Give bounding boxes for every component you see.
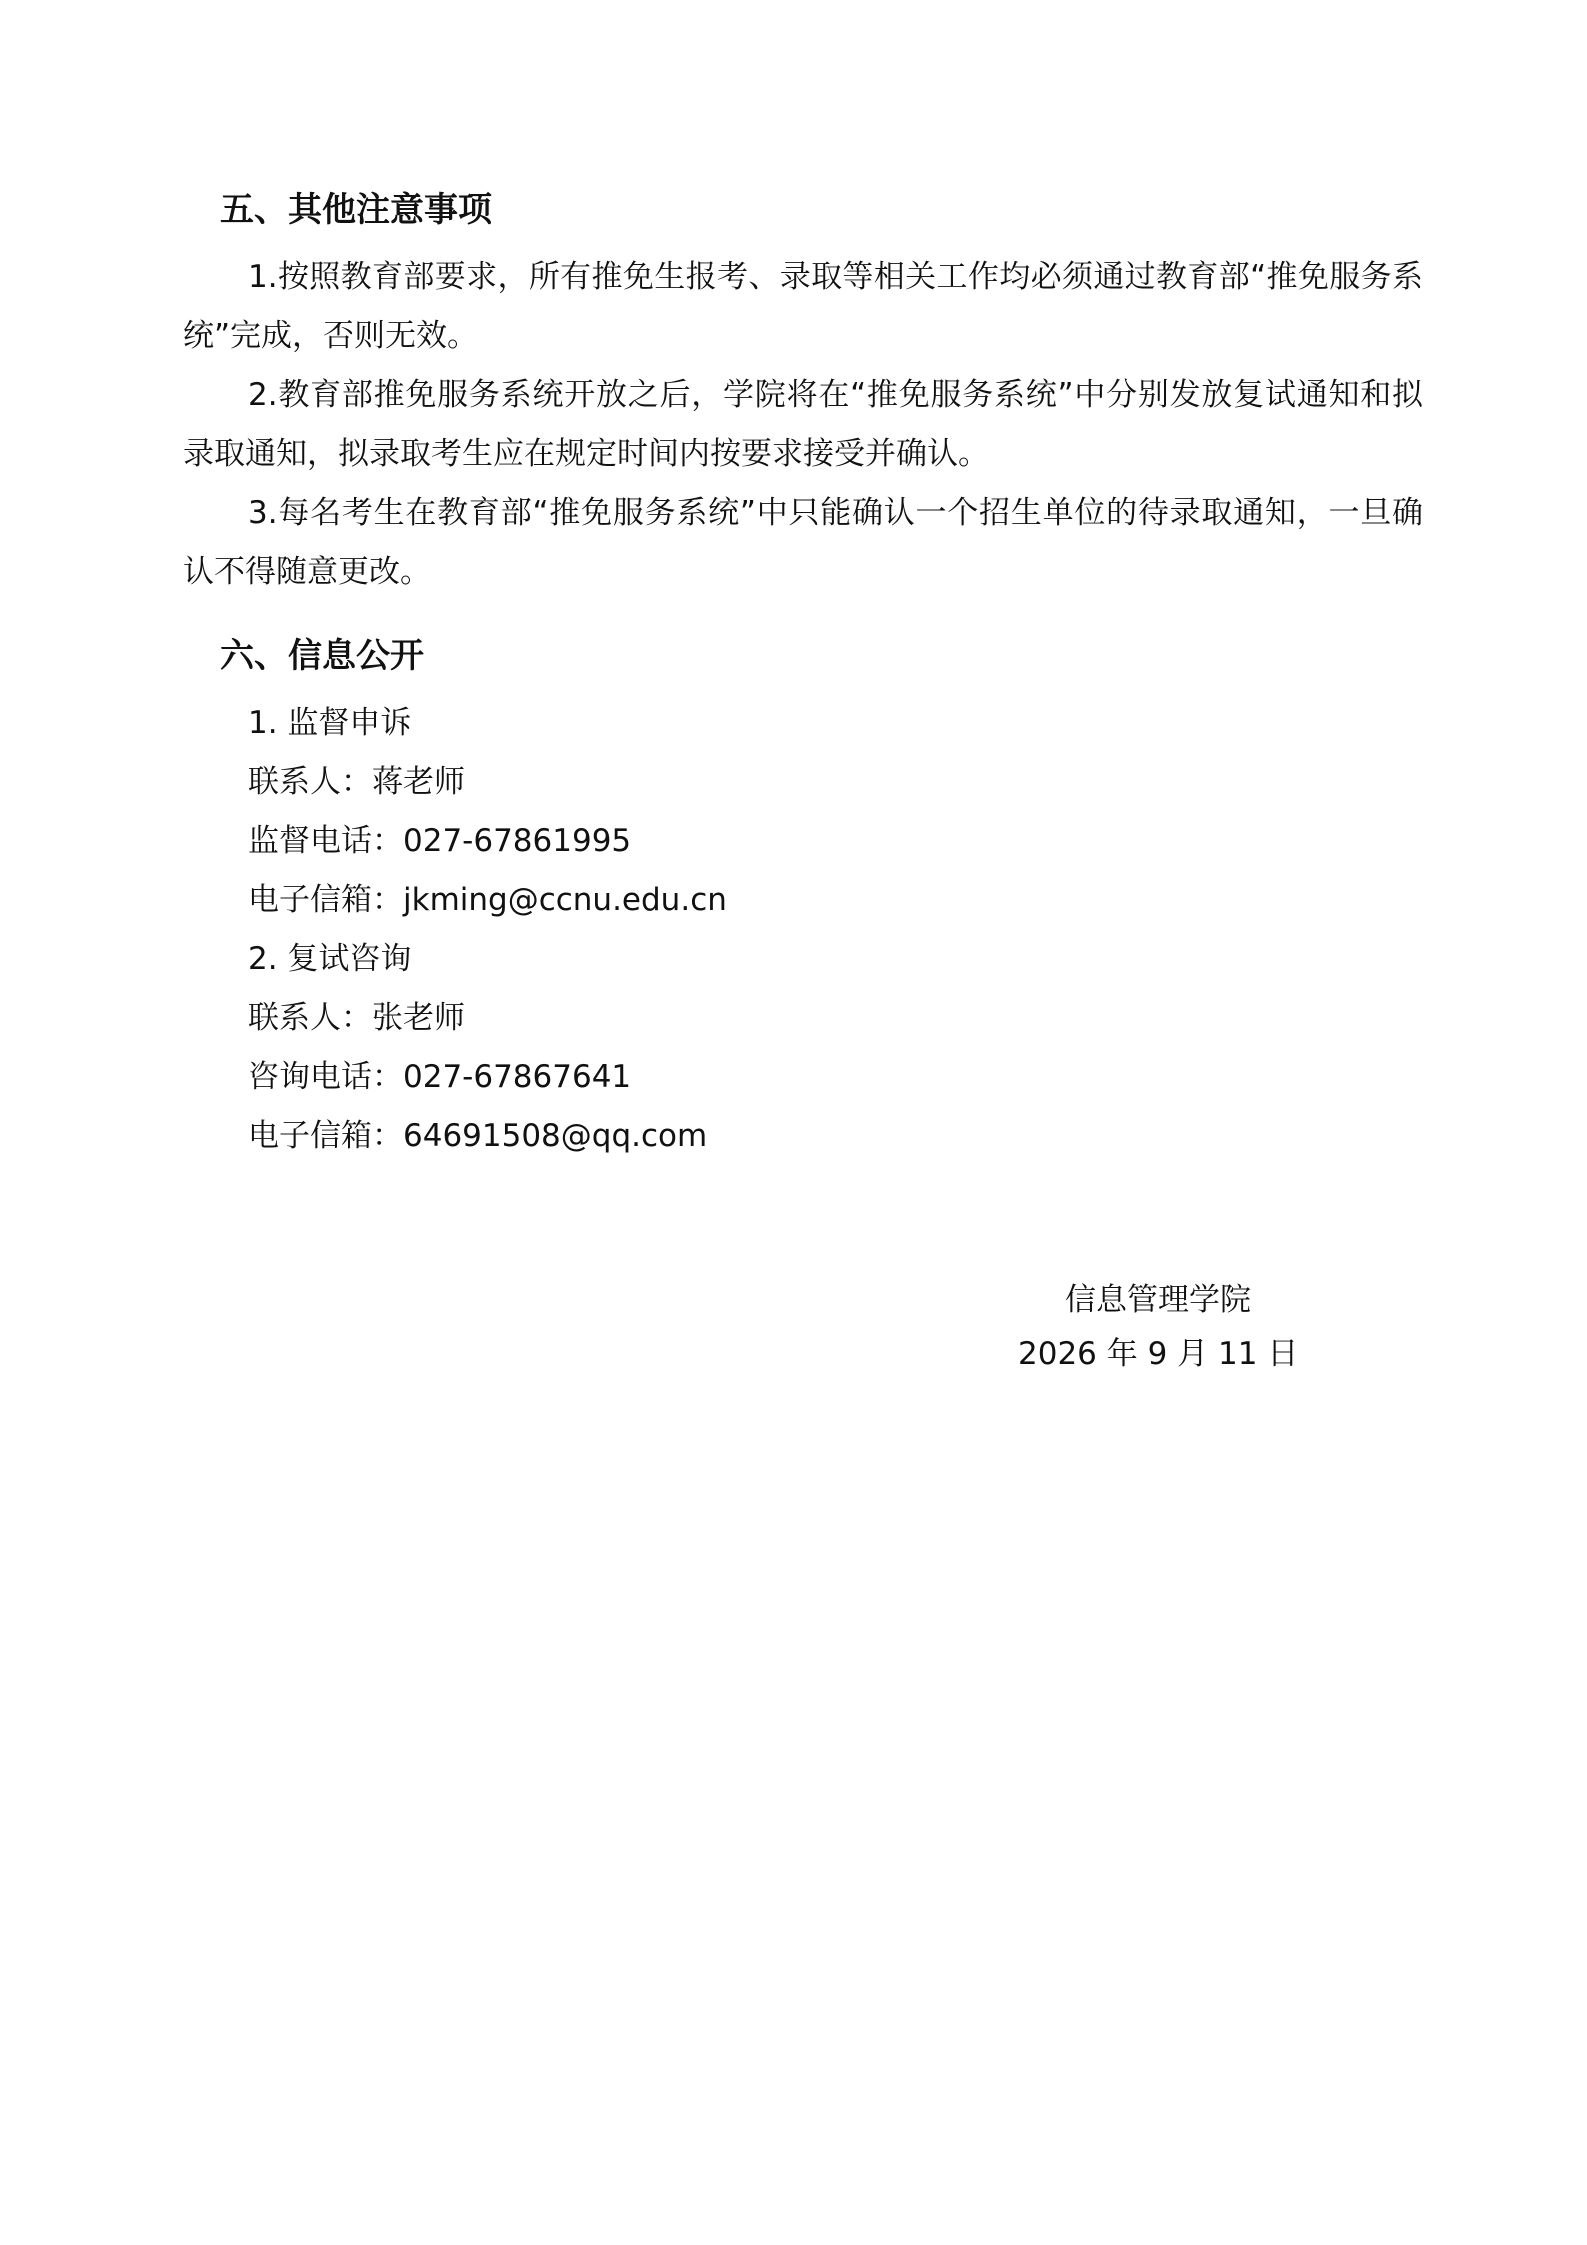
signature-date: 2026 年 9 月 11 日: [1018, 1336, 1299, 1372]
supervision-email: 电子信箱：jkming@ccnu.edu.cn: [248, 882, 727, 918]
consult-title: 2. 复试咨询: [248, 941, 412, 977]
supervision-title: 1. 监督申诉: [248, 705, 412, 741]
section-5-item-3: 3.每名考生在教育部“推免服务系统”中只能确认一个招生单位的待录取通知，一旦确认不得随意更改。: [183, 495, 1423, 590]
section-5-item-1: 1.按照教育部要求，所有推免生报考、录取等相关工作均必须通过教育部“推免服务系统”完成，否则无效。: [183, 259, 1423, 354]
section-5-item-2: 2.教育部推免服务系统开放之后，学院将在“推免服务系统”中分别发放复试通知和拟录取通知，拟录取考生应在规定时间内按要求接受并确认。: [183, 377, 1423, 472]
signature-org: 信息管理学院: [1065, 1282, 1251, 1318]
consult-phone: 咨询电话：027-67867641: [248, 1059, 632, 1095]
section-5-heading: 五、其他注意事项: [220, 190, 492, 230]
consult-email: 电子信箱：64691508@qq.com: [248, 1118, 708, 1154]
consult-contact: 联系人：张老师: [248, 1000, 465, 1036]
section-6-heading: 六、信息公开: [220, 636, 424, 676]
supervision-contact: 联系人：蒋老师: [248, 764, 465, 800]
supervision-phone: 监督电话：027-67861995: [248, 823, 632, 859]
